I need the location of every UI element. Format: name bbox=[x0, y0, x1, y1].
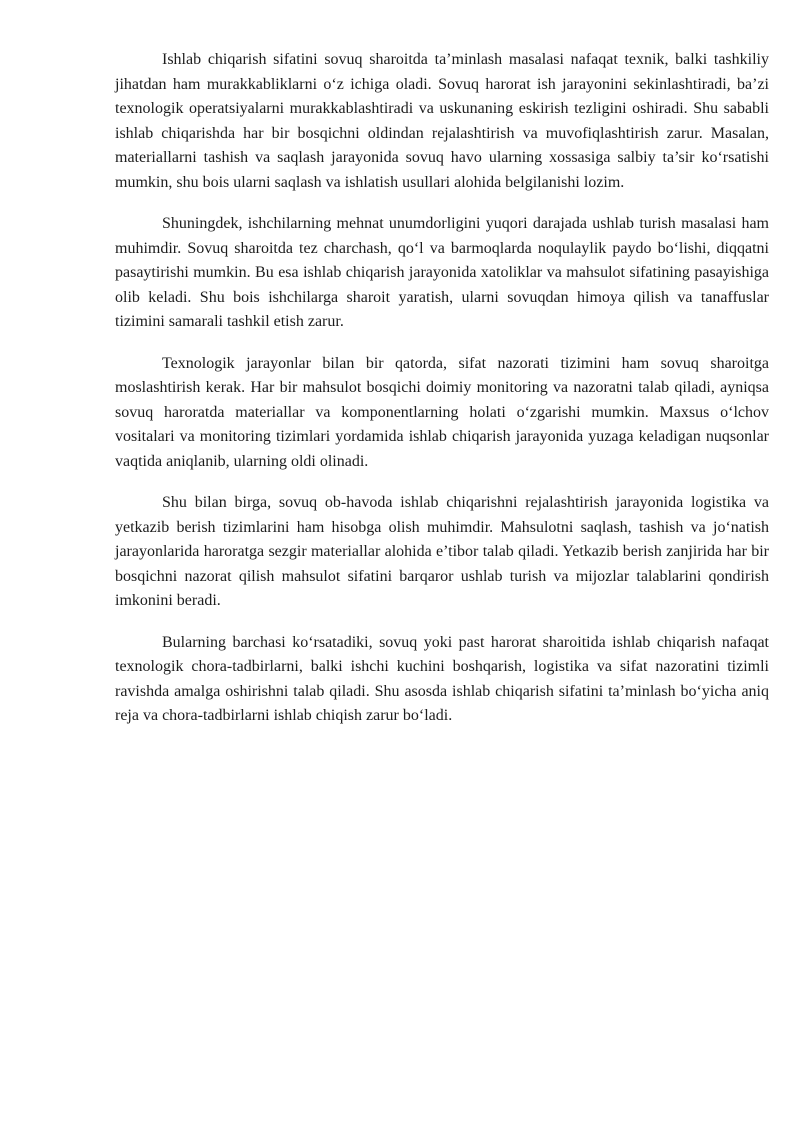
paragraph-5: Bularning barchasi ko‘rsatadiki, sovuq yoki past harorat sharoitida ishlab chiqarish nafaqat texnologik chora-tadbirlarni, balki ishchi kuchini boshqarish, logistika va sifat nazoratini tizimli ravishda amalga oshirishni talab qiladi. Shu asosda ishlab chiqarish sifatini ta’minlash bo‘yicha aniq reja va chora-tadbirlarni ishlab chiqish zarur bo‘ladi. bbox=[115, 633, 769, 724]
paragraph-2: Shuningdek, ishchilarning mehnat unumdorligini yuqori darajada ushlab turish masalasi ham muhimdir. Sovuq sharoitda tez charchash, qo‘l va barmoqlarda noqulaylik paydo bo‘lishi, diqqatni pasaytirishi mumkin. Bu esa ishlab chiqarish jarayonida xatoliklar va mahsulot sifatining pasayishiga olib keladi. Shu bois ishchilarga sharoit yaratish, ularni sovuqdan himoya qilish va tanaffuslar tizimini samarali tashkil etish zarur. bbox=[115, 215, 769, 330]
paragraph-4: Shu bilan birga, sovuq ob-havoda ishlab chiqarishni rejalashtirish jarayonida logistika va yetkazib berish tizimlarini ham hisobga olish muhimdir. Mahsulotni saqlash, tashish va jo‘natish jarayonlarida haroratga sezgir materiallar alohida e’tibor talab qiladi. Yetkazib berish zanjirida har bir bosqichni nazorat qilish mahsulot sifatini barqaror ushlab turish va mijozlar talablarini qondirish imkonini beradi. bbox=[115, 494, 769, 609]
paragraph-1: Ishlab chiqarish sifatini sovuq sharoitda ta’minlash masalasi nafaqat texnik, balki tashkiliy jihatdan ham murakkabliklarni o‘z ichiga oladi. Sovuq harorat ish jarayonini sekinlashtiradi, ba’zi texnologik operatsiyalarni murakkablashtiradi va uskunaning eskirish tezligini oshiradi. Shu sababli ishlab chiqarishda har bir bosqichni oldindan rejalashtirish va muvofiqlashtirish zarur. Masalan, materiallarni tashish va saqlash jarayonida sovuq havo ularning xossasiga salbiy ta’sir ko‘rsatishi mumkin, shu bois ularni saqlash va ishlatish usullari alohida belgilanishi lozim. bbox=[115, 51, 769, 191]
document-body bbox=[115, 48, 769, 746]
paragraph-3: Texnologik jarayonlar bilan bir qatorda, sifat nazorati tizimini ham sovuq sharoitga moslashtirish kerak. Har bir mahsulot bosqichi doimiy monitoring va nazoratni talab qiladi, ayniqsa sovuq haroratda materiallar va komponentlarning holati o‘zgarishi mumkin. Maxsus o‘lchov vositalari va monitoring tizimlari yordamida ishlab chiqarish jarayonida yuzaga keladigan nuqsonlar vaqtida aniqlanib, ularning oldi olinadi. bbox=[115, 354, 769, 470]
